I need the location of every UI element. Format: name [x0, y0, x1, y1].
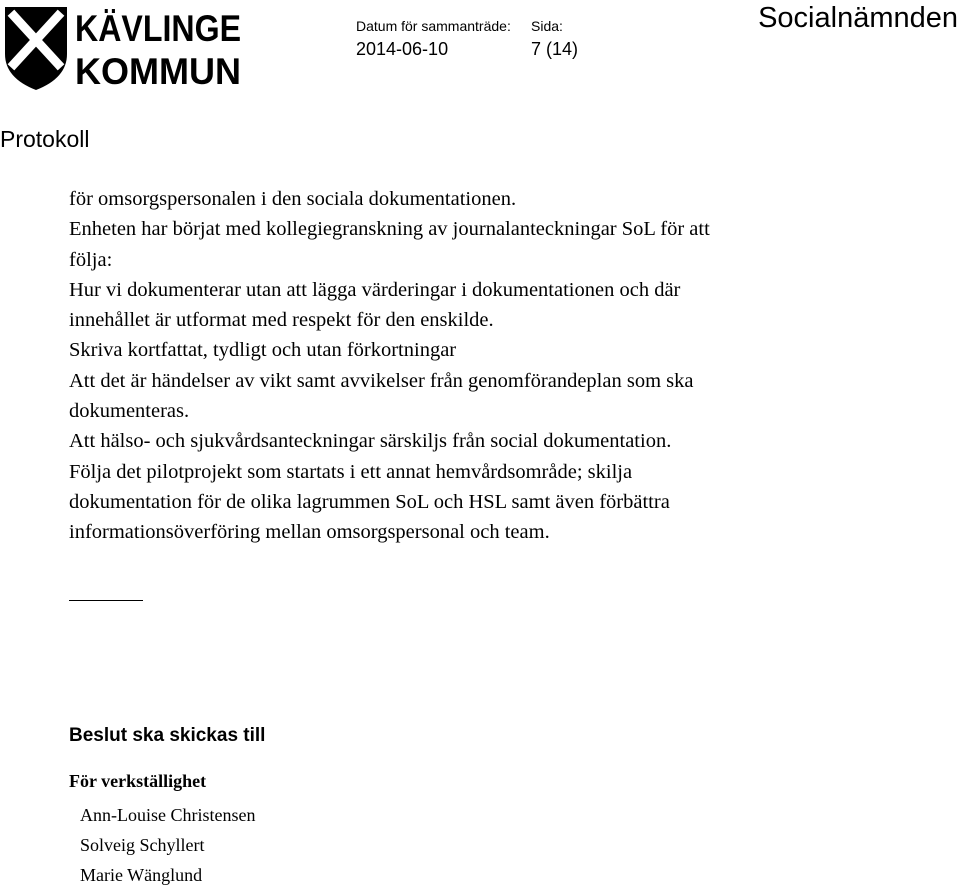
recipient-name: Marie Wänglund	[80, 865, 203, 885]
meeting-date-label: Datum för sammanträde:	[356, 18, 511, 34]
body-line: för omsorgspersonalen i den sociala dokumentationen.	[69, 188, 517, 210]
logo-line-2: KOMMUN	[75, 51, 241, 92]
body-line: dokumenteras.	[69, 400, 190, 423]
coat-of-arms-icon	[3, 4, 243, 92]
section-divider	[69, 600, 143, 601]
execution-subheading: För verkställighet	[69, 771, 207, 791]
page-number: 7 (14)	[531, 39, 579, 59]
body-line: Skriva kortfattat, tydligt och utan förkortningar	[69, 339, 457, 362]
body-line: följa:	[69, 248, 113, 271]
meeting-date-value: 2014-06-10	[356, 39, 449, 59]
municipality-logo	[3, 4, 243, 92]
recipient-list	[80, 800, 255, 890]
recipient-name: Ann-Louise Christensen	[80, 805, 256, 825]
logo-line-1: KÄVLINGE	[75, 8, 241, 49]
protocol-body	[69, 184, 949, 548]
department-name: Socialnämnden	[758, 2, 958, 34]
body-line: dokumentation för de olika lagrummen SoL och HSL samt även förbättra	[69, 490, 670, 513]
body-line: Hur vi dokumenterar utan att lägga värderingar i dokumentationen och där	[69, 278, 681, 301]
body-line: Att det är händelser av vikt samt avvikelser från genomförandeplan som ska	[69, 369, 694, 392]
document-type: Protokoll	[0, 126, 90, 152]
decision-heading: Beslut ska skickas till	[69, 725, 266, 746]
body-line: informationsöverföring mellan omsorgspersonal och team.	[69, 521, 550, 544]
body-line: Att hälso- och sjukvårdsanteckningar särskiljs från social dokumentation.	[69, 430, 672, 453]
recipient-name: Solveig Schyllert	[80, 835, 205, 855]
body-line: innehållet är utformat med respekt för den enskilde.	[69, 309, 494, 332]
body-line: Enheten har börjat med kollegiegranskning av journalanteckningar SoL för att	[69, 218, 710, 241]
page-label: Sida:	[531, 18, 563, 34]
body-line: Följa det pilotprojekt som startats i ett annat hemvårdsområde; skilja	[69, 460, 633, 483]
